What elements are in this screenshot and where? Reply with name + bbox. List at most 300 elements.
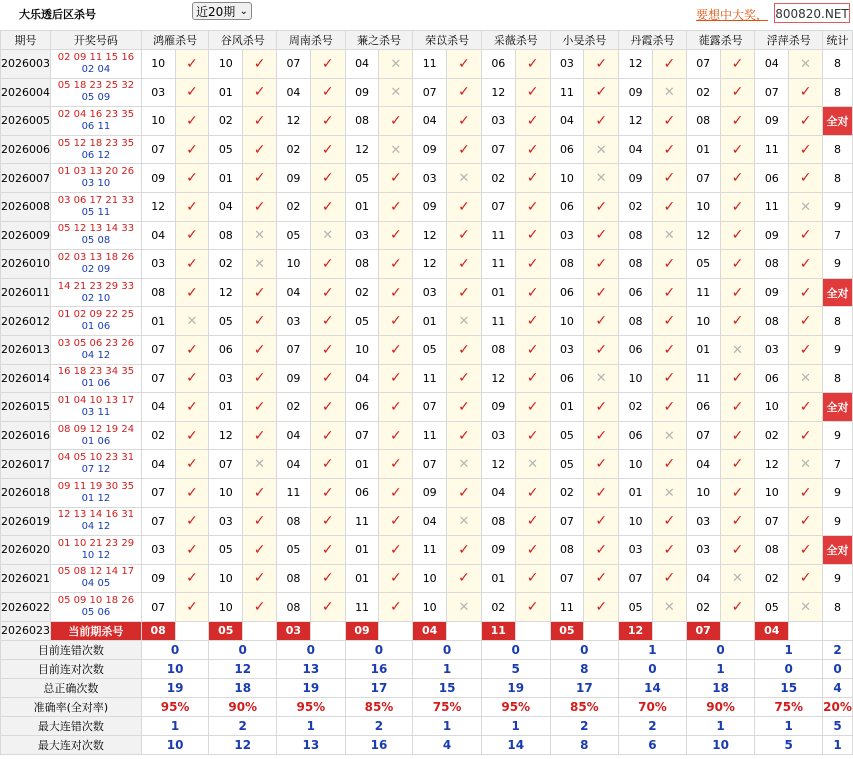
check-mark-icon: ✓ — [186, 570, 198, 587]
summary-value: 95% — [481, 697, 550, 716]
cross-mark-icon: ✕ — [800, 371, 812, 387]
kill-number-cell: 07 — [481, 192, 515, 221]
kill-number-cell: 06 — [550, 192, 584, 221]
check-mark-icon: ✓ — [526, 141, 539, 158]
draw-numbers-cell — [51, 278, 142, 307]
check-mark-icon: ✓ — [458, 284, 470, 301]
summary-value: 95% — [277, 697, 346, 716]
check-mark-icon: ✓ — [458, 370, 470, 387]
kill-number-cell: 10 — [141, 50, 175, 79]
result-mark-cell — [379, 450, 413, 479]
front-numbers: 01 04 10 13 17 — [57, 394, 135, 406]
kill-number-cell: 09 — [141, 564, 175, 593]
kill-number-cell: 09 — [755, 278, 789, 307]
result-mark-cell — [175, 221, 209, 250]
table-header-row — [1, 31, 853, 50]
result-mark-cell — [720, 335, 755, 364]
check-mark-icon: ✓ — [731, 370, 744, 387]
summary-row — [1, 659, 853, 678]
summary-value: 15 — [413, 678, 482, 697]
check-mark-icon: ✓ — [663, 370, 676, 387]
result-mark-cell — [243, 107, 277, 136]
stat-cell: 8 — [823, 164, 853, 193]
back-numbers: 03 10 — [81, 178, 111, 190]
kill-number-cell: 10 — [619, 507, 653, 536]
result-mark-cell — [447, 564, 482, 593]
summary-value: 17 — [550, 678, 619, 697]
kill-number-cell: 07 — [141, 507, 175, 536]
check-mark-icon: ✓ — [595, 284, 608, 301]
result-mark-cell — [584, 221, 619, 250]
check-mark-icon: ✓ — [253, 541, 266, 558]
kill-number-cell: 09 — [141, 164, 175, 193]
result-mark-cell — [652, 192, 686, 221]
check-mark-icon: ✓ — [390, 284, 402, 301]
kill-number-cell: 05 — [686, 250, 720, 279]
result-mark-cell — [720, 107, 755, 136]
result-mark-cell — [789, 507, 823, 536]
kill-number-cell: 08 — [481, 507, 515, 536]
result-mark-cell — [379, 50, 413, 79]
front-numbers: 05 12 18 23 35 — [57, 137, 135, 149]
cross-mark-icon: ✕ — [527, 457, 539, 473]
result-mark-cell — [310, 278, 345, 307]
check-mark-icon: ✓ — [595, 541, 608, 558]
kill-number-cell: 10 — [755, 478, 789, 507]
current-kill-number: 07 — [686, 621, 720, 640]
check-mark-icon: ✓ — [595, 84, 608, 101]
kill-number-cell: 03 — [413, 278, 447, 307]
result-mark-cell — [175, 393, 209, 422]
check-mark-icon: ✓ — [458, 484, 470, 501]
front-numbers: 08 09 12 19 24 — [57, 423, 135, 435]
draw-numbers-cell — [51, 221, 142, 250]
kill-number-cell: 08 — [277, 564, 311, 593]
result-mark-cell — [447, 593, 482, 622]
page-title: 大乐透后区杀号 — [19, 8, 96, 21]
kill-number-cell: 01 — [686, 135, 720, 164]
draw-numbers-cell — [51, 507, 142, 536]
result-mark-cell — [789, 164, 823, 193]
kill-number-cell: 12 — [209, 421, 243, 450]
kill-number-cell: 01 — [209, 164, 243, 193]
table-row — [1, 478, 853, 507]
check-mark-icon: ✓ — [731, 313, 744, 330]
check-mark-icon: ✓ — [663, 341, 676, 358]
check-mark-icon: ✓ — [526, 84, 539, 101]
check-mark-icon: ✓ — [799, 112, 812, 129]
table-row — [1, 221, 853, 250]
summary-value: 0 — [209, 640, 277, 659]
table-row — [1, 192, 853, 221]
stat-cell: 7 — [823, 450, 853, 479]
result-mark-cell — [584, 564, 619, 593]
cross-mark-icon: ✕ — [186, 314, 198, 330]
back-numbers: 02 09 — [81, 263, 111, 275]
table-row — [1, 335, 853, 364]
check-mark-icon: ✓ — [663, 170, 676, 187]
summary-value: 14 — [481, 735, 550, 754]
result-mark-cell — [447, 221, 482, 250]
result-mark-cell — [652, 450, 686, 479]
kill-number-cell: 06 — [345, 393, 379, 422]
draw-numbers-cell — [51, 364, 142, 393]
table-row — [1, 164, 853, 193]
result-mark-cell — [652, 335, 686, 364]
stat-cell: 9 — [823, 250, 853, 279]
result-mark-cell — [243, 450, 277, 479]
table-row — [1, 250, 853, 279]
check-mark-icon: ✓ — [663, 541, 676, 558]
stat-cell: 9 — [823, 507, 853, 536]
header-expert: 周南杀号 — [277, 31, 346, 50]
result-mark-cell — [310, 364, 345, 393]
draw-numbers-cell — [51, 421, 142, 450]
check-mark-icon: ✓ — [253, 141, 266, 158]
issue-cell: 2026007 — [1, 164, 51, 193]
check-mark-icon: ✓ — [595, 427, 608, 444]
current-kill-number: 03 — [277, 621, 311, 640]
stat-cell: 9 — [823, 564, 853, 593]
result-mark-cell — [310, 536, 345, 565]
check-mark-icon: ✓ — [253, 55, 266, 72]
top-bar — [0, 0, 853, 26]
result-mark-cell — [720, 278, 755, 307]
result-mark-cell — [720, 164, 755, 193]
front-numbers: 09 11 19 30 35 — [57, 480, 135, 492]
result-mark-cell — [243, 564, 277, 593]
draw-numbers-cell — [51, 335, 142, 364]
summary-value: 5 — [755, 735, 823, 754]
result-mark-cell — [652, 250, 686, 279]
cross-mark-icon: ✕ — [732, 342, 743, 358]
summary-value: 4 — [413, 735, 482, 754]
blank-cell — [652, 621, 686, 640]
result-mark-cell — [584, 536, 619, 565]
kill-number-cell: 11 — [686, 364, 720, 393]
kill-number-cell: 11 — [550, 593, 584, 622]
header-expert: 蒹之杀号 — [345, 31, 413, 50]
summary-value: 18 — [209, 678, 277, 697]
check-mark-icon: ✓ — [663, 284, 676, 301]
result-mark-cell — [720, 421, 755, 450]
kill-number-cell: 02 — [345, 278, 379, 307]
kill-number-cell: 10 — [686, 478, 720, 507]
check-mark-icon: ✓ — [663, 456, 676, 473]
check-mark-icon: ✓ — [390, 198, 402, 215]
kill-number-cell: 05 — [277, 221, 311, 250]
result-mark-cell — [720, 507, 755, 536]
kill-number-cell: 09 — [345, 78, 379, 107]
result-mark-cell — [175, 164, 209, 193]
current-kill-number: 05 — [209, 621, 243, 640]
result-mark-cell — [584, 478, 619, 507]
cross-mark-icon: ✕ — [800, 600, 812, 616]
kill-number-cell: 04 — [686, 564, 720, 593]
kill-number-cell: 12 — [413, 221, 447, 250]
result-mark-cell — [652, 507, 686, 536]
kill-number-cell: 10 — [619, 450, 653, 479]
summary-label: 目前连错次数 — [1, 640, 142, 659]
issue-cell: 2026010 — [1, 250, 51, 279]
result-mark-cell — [243, 393, 277, 422]
cross-mark-icon: ✕ — [254, 457, 266, 473]
kill-number-cell: 11 — [413, 50, 447, 79]
check-mark-icon: ✓ — [390, 456, 402, 473]
cross-mark-icon: ✕ — [322, 228, 334, 244]
period-select[interactable] — [192, 2, 252, 20]
kill-number-cell: 12 — [413, 250, 447, 279]
kill-number-cell: 09 — [277, 364, 311, 393]
summary-value: 2 — [619, 716, 687, 735]
result-mark-cell — [652, 307, 686, 336]
kill-number-cell: 05 — [209, 536, 243, 565]
kill-number-cell: 10 — [209, 50, 243, 79]
check-mark-icon: ✓ — [731, 141, 744, 158]
cross-mark-icon: ✕ — [458, 314, 470, 330]
kill-number-cell: 04 — [141, 393, 175, 422]
check-mark-icon: ✓ — [458, 141, 470, 158]
check-mark-icon: ✓ — [526, 341, 539, 358]
result-mark-cell — [175, 50, 209, 79]
kill-number-cell: 03 — [413, 164, 447, 193]
summary-value: 2 — [345, 716, 413, 735]
kill-number-cell: 08 — [277, 507, 311, 536]
check-mark-icon: ✓ — [526, 55, 539, 72]
summary-label: 总正确次数 — [1, 678, 142, 697]
check-mark-icon: ✓ — [186, 227, 198, 244]
kill-number-cell: 08 — [686, 107, 720, 136]
kill-number-cell: 07 — [277, 50, 311, 79]
check-mark-icon: ✓ — [526, 313, 539, 330]
kill-number-cell: 11 — [413, 421, 447, 450]
result-mark-cell — [310, 564, 345, 593]
result-mark-cell — [310, 421, 345, 450]
kill-number-cell: 02 — [619, 192, 653, 221]
check-mark-icon: ✓ — [595, 513, 608, 530]
check-mark-icon: ✓ — [390, 599, 402, 616]
kill-number-cell: 09 — [413, 478, 447, 507]
header-draw: 开奖号码 — [51, 31, 142, 50]
check-mark-icon: ✓ — [731, 513, 744, 530]
result-mark-cell — [379, 536, 413, 565]
summary-row — [1, 735, 853, 754]
result-mark-cell — [515, 307, 550, 336]
check-mark-icon: ✓ — [253, 599, 266, 616]
check-mark-icon: ✓ — [458, 570, 470, 587]
summary-row — [1, 697, 853, 716]
result-mark-cell — [447, 250, 482, 279]
check-mark-icon: ✓ — [186, 484, 198, 501]
check-mark-icon: ✓ — [390, 541, 402, 558]
summary-total: 5 — [823, 716, 853, 735]
result-mark-cell — [310, 50, 345, 79]
check-mark-icon: ✓ — [458, 55, 470, 72]
result-mark-cell — [720, 536, 755, 565]
kill-number-cell: 07 — [755, 78, 789, 107]
result-mark-cell — [652, 478, 686, 507]
kill-number-cell: 11 — [345, 593, 379, 622]
result-mark-cell — [379, 478, 413, 507]
check-mark-icon: ✓ — [458, 427, 470, 444]
result-mark-cell — [447, 307, 482, 336]
summary-value: 14 — [619, 678, 687, 697]
blank-cell — [379, 621, 413, 640]
summary-label: 准确率(全对率) — [1, 697, 142, 716]
check-mark-icon: ✓ — [253, 284, 266, 301]
result-mark-cell — [447, 421, 482, 450]
kill-number-cell: 10 — [550, 307, 584, 336]
check-mark-icon: ✓ — [321, 599, 334, 616]
result-mark-cell — [243, 507, 277, 536]
result-mark-cell — [379, 107, 413, 136]
result-mark-cell — [789, 78, 823, 107]
blank-cell — [823, 621, 853, 640]
result-mark-cell — [584, 250, 619, 279]
kill-number-cell: 07 — [619, 564, 653, 593]
check-mark-icon: ✓ — [663, 141, 676, 158]
result-mark-cell — [789, 278, 823, 307]
result-mark-cell — [175, 307, 209, 336]
draw-numbers-cell — [51, 307, 142, 336]
check-mark-icon: ✓ — [526, 427, 539, 444]
cross-mark-icon: ✕ — [595, 371, 607, 387]
summary-value: 0 — [345, 640, 413, 659]
result-mark-cell — [515, 393, 550, 422]
check-mark-icon: ✓ — [799, 227, 812, 244]
kill-number-cell: 10 — [755, 393, 789, 422]
summary-total: 2 — [823, 640, 853, 659]
check-mark-icon: ✓ — [253, 484, 266, 501]
cross-mark-icon: ✕ — [254, 228, 266, 244]
check-mark-icon: ✓ — [458, 84, 470, 101]
kill-number-cell: 08 — [481, 335, 515, 364]
result-mark-cell — [379, 507, 413, 536]
check-mark-icon: ✓ — [595, 255, 608, 272]
kill-number-cell: 04 — [345, 50, 379, 79]
kill-number-cell: 02 — [277, 192, 311, 221]
result-mark-cell — [720, 478, 755, 507]
result-mark-cell — [584, 593, 619, 622]
result-mark-cell — [447, 135, 482, 164]
check-mark-icon: ✓ — [321, 112, 334, 129]
result-mark-cell — [447, 192, 482, 221]
kill-number-cell: 04 — [141, 221, 175, 250]
promo-link[interactable]: 要想中大奖， — [696, 8, 769, 22]
result-mark-cell — [379, 192, 413, 221]
draw-numbers-cell — [51, 135, 142, 164]
kill-number-cell: 05 — [550, 421, 584, 450]
kill-number-cell: 01 — [209, 393, 243, 422]
kill-number-cell: 02 — [550, 478, 584, 507]
result-mark-cell — [720, 250, 755, 279]
result-mark-cell — [310, 507, 345, 536]
result-mark-cell — [789, 50, 823, 79]
result-mark-cell — [652, 364, 686, 393]
stat-cell: 8 — [823, 50, 853, 79]
cross-mark-icon: ✕ — [595, 171, 607, 187]
kill-number-cell: 01 — [209, 78, 243, 107]
kill-number-cell: 01 — [481, 278, 515, 307]
stat-cell: 7 — [823, 221, 853, 250]
result-mark-cell — [379, 250, 413, 279]
result-mark-cell — [379, 393, 413, 422]
stat-cell: 8 — [823, 135, 853, 164]
current-kill-number: 04 — [755, 621, 789, 640]
result-mark-cell — [447, 335, 482, 364]
summary-label: 最大连对次数 — [1, 735, 142, 754]
stat-cell: 9 — [823, 192, 853, 221]
check-mark-icon: ✓ — [390, 255, 402, 272]
result-mark-cell — [789, 450, 823, 479]
check-mark-icon: ✓ — [663, 513, 676, 530]
check-mark-icon: ✓ — [799, 513, 812, 530]
result-mark-cell — [243, 335, 277, 364]
kill-number-cell: 06 — [550, 135, 584, 164]
check-mark-icon: ✓ — [663, 570, 676, 587]
check-mark-icon: ✓ — [799, 570, 812, 587]
check-mark-icon: ✓ — [526, 198, 539, 215]
table-row — [1, 135, 853, 164]
result-mark-cell — [720, 307, 755, 336]
result-mark-cell — [175, 478, 209, 507]
kill-number-cell: 04 — [686, 450, 720, 479]
check-mark-icon: ✓ — [731, 599, 744, 616]
result-mark-cell — [789, 135, 823, 164]
check-mark-icon: ✓ — [186, 112, 198, 129]
table-row — [1, 278, 853, 307]
kill-number-cell: 11 — [481, 307, 515, 336]
summary-value: 75% — [755, 697, 823, 716]
check-mark-icon: ✓ — [731, 541, 744, 558]
kill-number-cell: 06 — [209, 335, 243, 364]
result-mark-cell — [175, 107, 209, 136]
summary-value: 13 — [277, 735, 346, 754]
promo-site-badge[interactable]: 800820.NET — [774, 3, 850, 23]
issue-cell: 2026013 — [1, 335, 51, 364]
all-correct-badge: 全对 — [823, 278, 853, 307]
kill-number-cell: 05 — [345, 164, 379, 193]
back-numbers: 02 10 — [81, 292, 111, 304]
check-mark-icon: ✓ — [186, 398, 198, 415]
kill-number-cell: 01 — [686, 335, 720, 364]
table-row — [1, 307, 853, 336]
kill-number-cell: 09 — [481, 393, 515, 422]
result-mark-cell — [515, 536, 550, 565]
result-mark-cell — [515, 335, 550, 364]
cross-mark-icon: ✕ — [663, 428, 675, 444]
check-mark-icon: ✓ — [799, 170, 812, 187]
summary-value: 0 — [141, 640, 209, 659]
draw-numbers-cell — [51, 393, 142, 422]
kill-number-cell: 03 — [550, 335, 584, 364]
issue-cell: 2026020 — [1, 536, 51, 565]
result-mark-cell — [789, 393, 823, 422]
back-numbers: 04 12 — [81, 521, 111, 533]
draw-numbers-cell — [51, 593, 142, 622]
draw-numbers-cell — [51, 536, 142, 565]
summary-value: 0 — [413, 640, 482, 659]
kill-number-cell: 10 — [619, 364, 653, 393]
kill-number-cell: 01 — [345, 536, 379, 565]
result-mark-cell — [515, 78, 550, 107]
check-mark-icon: ✓ — [526, 513, 539, 530]
result-mark-cell — [652, 278, 686, 307]
result-mark-cell — [175, 192, 209, 221]
check-mark-icon: ✓ — [526, 112, 539, 129]
result-mark-cell — [720, 593, 755, 622]
check-mark-icon: ✓ — [595, 227, 608, 244]
